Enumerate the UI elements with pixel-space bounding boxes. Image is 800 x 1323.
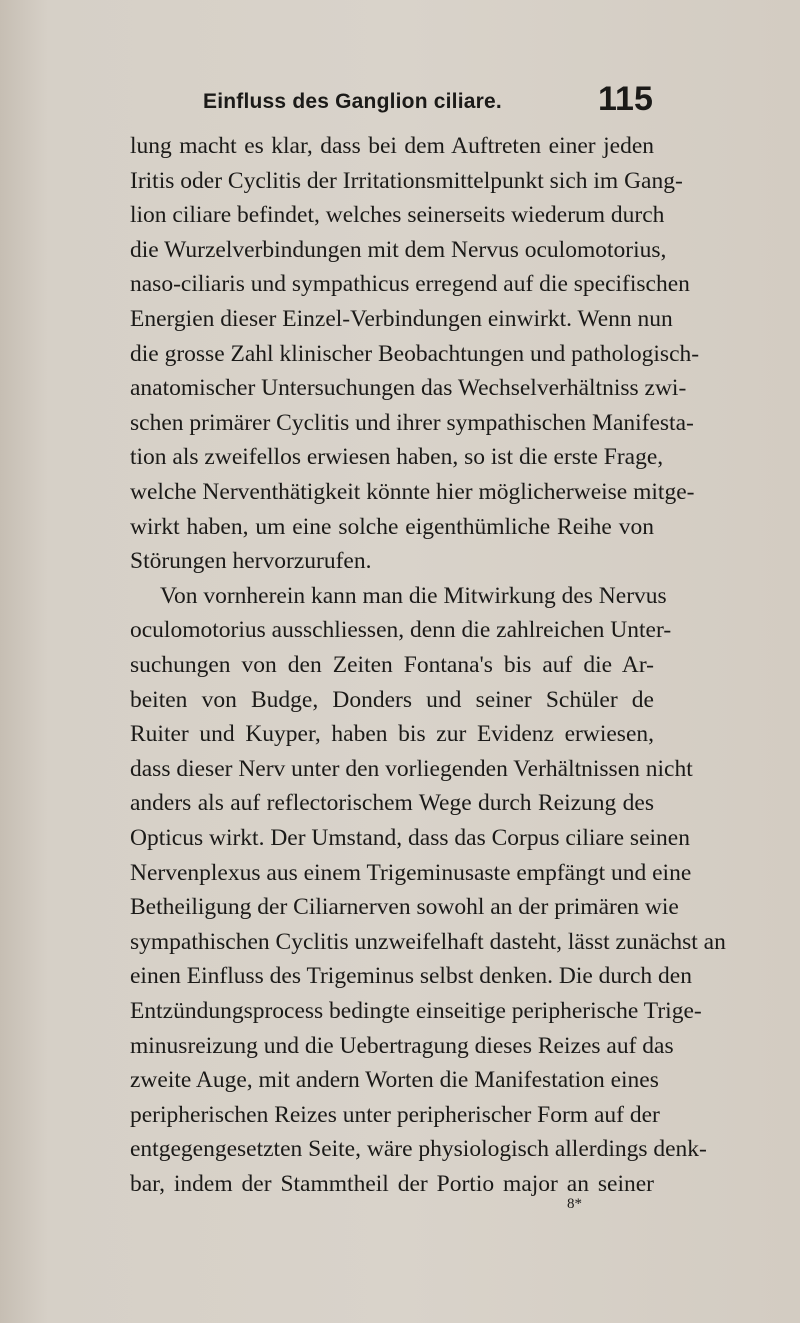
page-number: 115 <box>598 80 653 118</box>
text-line: lung macht es klar, dass bei dem Auftreten einer jeden <box>130 133 654 159</box>
text-line: tion als zweifellos erwiesen haben, so ist die erste Frage, <box>130 444 664 471</box>
text-line: schen primärer Cyclitis und ihrer sympathischen Manifesta- <box>130 409 694 436</box>
text-line: lion ciliare befindet, welches seinerseits wiederum durch <box>130 202 665 229</box>
text-line: die Wurzelverbindungen mit dem Nervus oculomotorius, <box>130 236 667 263</box>
text-line: entgegengesetzten Seite, wäre physiologisch allerdings denk- <box>130 1136 707 1163</box>
text-line: einen Einfluss des Trigeminus selbst denken. Die durch den <box>130 963 692 990</box>
text-line: Iritis oder Cyclitis der Irritationsmittelpunkt sich im Gang- <box>130 167 683 194</box>
text-line: peripherischen Reizes unter peripherischer Form auf der <box>130 1101 660 1128</box>
text-line: minusreizung und die Uebertragung dieses Reizes auf das <box>130 1032 674 1059</box>
text-line: zweite Auge, mit andern Worten die Manifestation eines <box>130 1067 659 1094</box>
text-line: Betheiligung der Ciliarnerven sowohl an der primären wie <box>130 894 679 921</box>
text-line: oculomotorius ausschliessen, denn die zahlreichen Unter- <box>130 617 672 644</box>
text-line: die grosse Zahl klinischer Beobachtungen und pathologisch- <box>130 340 700 367</box>
running-head <box>0 80 800 120</box>
text-line: dass dieser Nerv unter den vorliegenden Verhältnissen nicht <box>130 755 693 782</box>
text-line: suchungen von den Zeiten Fontana's bis auf die Ar- <box>130 652 654 678</box>
text-line: bar, indem der Stammtheil der Portio major an seiner <box>130 1171 654 1197</box>
text-line: Ruiter und Kuyper, haben bis zur Evidenz erwiesen, <box>130 721 654 748</box>
text-line: Nervenplexus aus einem Trigeminusaste empfängt und eine <box>130 859 692 886</box>
text-line: Störungen hervorzurufen. <box>130 548 372 575</box>
text-line: sympathischen Cyclitis unzweifelhaft dasteht, lässt zunächst an <box>130 928 726 955</box>
text-line: Energien dieser Einzel-Verbindungen einwirkt. Wenn nun <box>130 306 673 332</box>
text-line: naso-ciliaris und sympathicus erregend auf die specifischen <box>130 271 690 298</box>
text-line: Entzündungsprocess bedingte einseitige peripherische Trige- <box>130 998 702 1024</box>
running-title: Einfluss des Ganglion ciliare. <box>203 90 502 113</box>
text-line: anders als auf reflectorischem Wege durch Reizung des <box>130 790 654 817</box>
text-line: beiten von Budge, Donders und seiner Schüler de <box>130 686 654 713</box>
paragraph-first-line: Von vornherein kann man die Mitwirkung des Nervus <box>160 582 667 609</box>
text-line: anatomischer Untersuchungen das Wechselverhältniss zwi- <box>130 375 687 402</box>
text-line: welche Nerventhätigkeit könnte hier möglicherweise mitge- <box>130 479 695 505</box>
text-line: wirkt haben, um eine solche eigenthümliche Reihe von <box>130 513 654 540</box>
text-line: Opticus wirkt. Der Umstand, dass das Corpus ciliare seinen <box>130 825 690 851</box>
signature-mark: 8* <box>567 1196 582 1212</box>
